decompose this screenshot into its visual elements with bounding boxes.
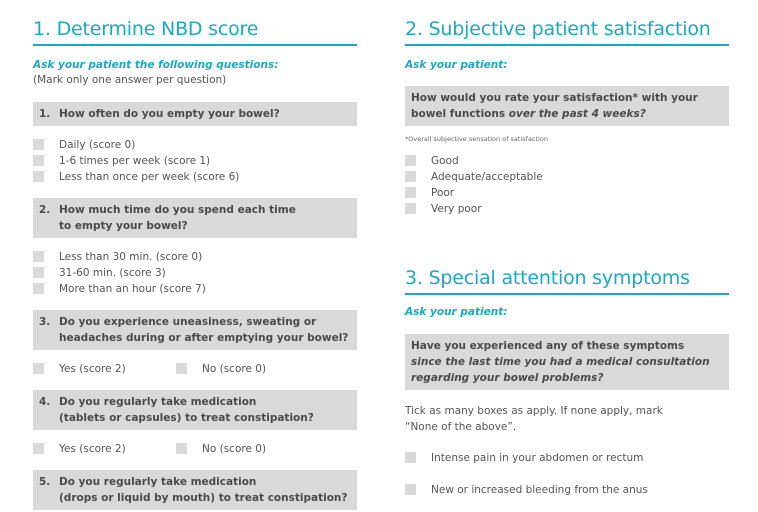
question-number: 2.: [39, 204, 51, 216]
section1-title: 1. Determine NBD score: [33, 18, 259, 40]
option[interactable]: [33, 265, 206, 281]
checkbox[interactable]: [33, 363, 44, 374]
question-2: [33, 198, 357, 238]
option[interactable]: [33, 281, 206, 297]
question-line: regarding your bowel problems?: [411, 372, 604, 384]
option-label: Intense pain in your abdomen or rectum: [431, 452, 644, 464]
checkbox[interactable]: [33, 283, 44, 294]
checkbox[interactable]: [405, 484, 416, 495]
question-text: [59, 202, 296, 234]
question-line: How would you rate your satisfaction* with your: [411, 92, 698, 104]
option[interactable]: [33, 361, 126, 377]
option-label: No (score 0): [202, 443, 267, 455]
option[interactable]: [405, 201, 543, 217]
question-line: bowel functions: [411, 108, 509, 120]
symptoms-instruction: [405, 403, 663, 435]
option[interactable]: [405, 450, 643, 466]
satisfaction-question: [405, 86, 729, 126]
section1-instruction: (Mark only one answer per question): [33, 74, 227, 86]
question-line: since the last time you had a medical consultation: [411, 356, 710, 368]
question-3: [33, 310, 357, 350]
question-number: 1.: [39, 108, 51, 120]
option[interactable]: [405, 185, 543, 201]
question-line: (drops or liquid by mouth) to treat constipation?: [59, 492, 348, 504]
option-label: Less than 30 min. (score 0): [59, 251, 203, 263]
question-number: 4.: [39, 396, 51, 408]
option-label: 1-6 times per week (score 1): [59, 155, 211, 167]
question-line: Do you regularly take medication: [59, 396, 257, 408]
option-label: Yes (score 2): [59, 363, 126, 375]
option-label: 31-60 min. (score 3): [59, 267, 166, 279]
question-line: (tablets or capsules) to treat constipation?: [59, 412, 314, 424]
section1-ask: Ask your patient the following questions:: [33, 59, 279, 71]
question-line: Do you experience uneasiness, sweating or: [59, 316, 317, 328]
option[interactable]: [176, 441, 266, 457]
section2-ask: Ask your patient:: [405, 59, 508, 71]
checkbox[interactable]: [176, 443, 187, 454]
instruction-line: Tick as many boxes as apply. If none apply, mark: [405, 405, 663, 417]
checkbox[interactable]: [33, 251, 44, 262]
question-5: [33, 470, 357, 510]
option-label: Poor: [431, 187, 455, 199]
option-label: More than an hour (score 7): [59, 283, 206, 295]
option[interactable]: [33, 441, 126, 457]
checkbox[interactable]: [33, 443, 44, 454]
section3-divider: [405, 293, 729, 295]
section3-title: 3. Special attention symptoms: [405, 267, 690, 289]
checkbox[interactable]: [405, 155, 416, 166]
question-text: [59, 314, 348, 346]
checkbox[interactable]: [405, 171, 416, 182]
option-label: New or increased bleeding from the anus: [431, 484, 648, 496]
option[interactable]: [33, 137, 239, 153]
section2-title: 2. Subjective patient satisfaction: [405, 18, 711, 40]
checkbox[interactable]: [176, 363, 187, 374]
option-label: Yes (score 2): [59, 443, 126, 455]
question-line: Have you experienced any of these symptoms: [411, 340, 685, 352]
option[interactable]: [405, 169, 543, 185]
question-number: 3.: [39, 316, 51, 328]
section3-ask: Ask your patient:: [405, 306, 508, 318]
checkbox[interactable]: [33, 155, 44, 166]
checkbox[interactable]: [405, 203, 416, 214]
option-label: Adequate/acceptable: [431, 171, 543, 183]
question-emphasis: over the past 4 weeks?: [508, 108, 646, 120]
question-number: 5.: [39, 476, 51, 488]
option[interactable]: [33, 153, 239, 169]
checkbox[interactable]: [405, 187, 416, 198]
satisfaction-options: [405, 153, 543, 217]
question-line: How much time do you spend each time: [59, 204, 296, 216]
option-label: Daily (score 0): [59, 139, 136, 151]
question-4: [33, 390, 357, 430]
question-line: to empty your bowel?: [59, 220, 188, 232]
question-text: [59, 474, 347, 506]
option[interactable]: [33, 249, 206, 265]
option[interactable]: [176, 361, 266, 377]
question-text: [59, 394, 314, 426]
question-text: How often do you empty your bowel?: [59, 108, 280, 120]
question-line: headaches during or after emptying your bowel?: [59, 332, 349, 344]
option-label: No (score 0): [202, 363, 267, 375]
option-label: Very poor: [431, 203, 482, 215]
checkbox[interactable]: [33, 171, 44, 182]
option[interactable]: [33, 169, 239, 185]
question-2-options: [33, 249, 206, 297]
option[interactable]: [405, 153, 543, 169]
checkbox[interactable]: [33, 139, 44, 150]
question-1-options: [33, 137, 239, 185]
satisfaction-footnote: *Overall subjective sensation of satisfaction: [405, 135, 548, 143]
checkbox[interactable]: [405, 452, 416, 463]
instruction-line: “None of the above”.: [405, 421, 517, 433]
question-1: [33, 102, 357, 126]
symptoms-question: [405, 334, 729, 390]
checkbox[interactable]: [33, 267, 44, 278]
section2-divider: [405, 44, 729, 46]
question-line: Do you regularly take medication: [59, 476, 257, 488]
section1-divider: [33, 44, 357, 46]
option[interactable]: [405, 482, 648, 498]
option-label: Good: [431, 155, 459, 167]
option-label: Less than once per week (score 6): [59, 171, 240, 183]
